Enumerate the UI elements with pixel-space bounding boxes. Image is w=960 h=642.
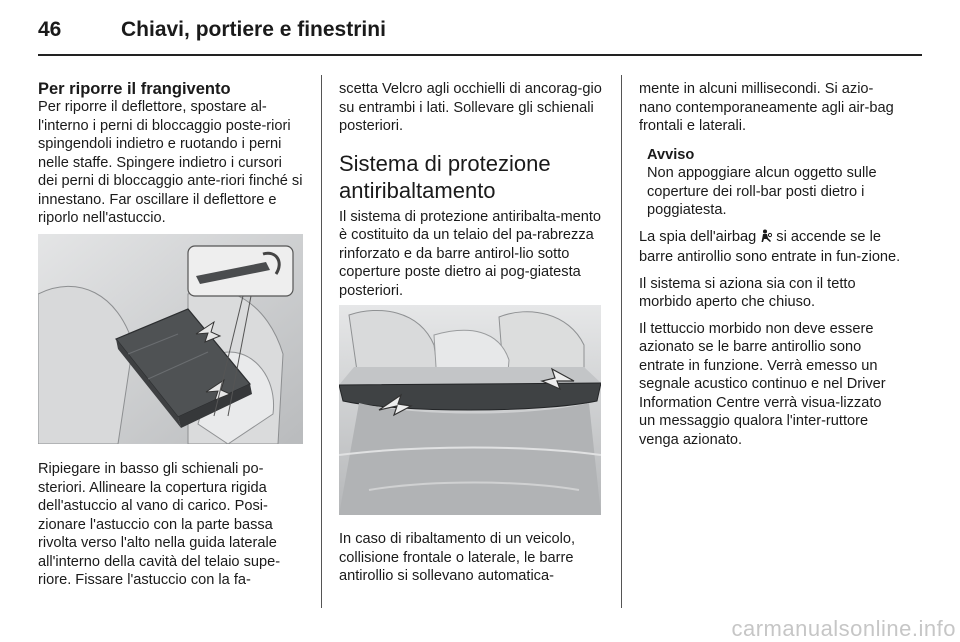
notice-title: Avviso bbox=[647, 146, 695, 163]
airbag-light-text-after: si accende se le barre antirollio sono entrate in fun-zione. bbox=[639, 228, 901, 265]
rollbar-covers-illustration bbox=[339, 305, 601, 515]
watermark: carmanualsonline.info bbox=[731, 616, 956, 641]
notice-box bbox=[647, 146, 901, 220]
chapter-title: Chiavi, portiere e finestrini bbox=[121, 18, 386, 41]
paragraph-stow-instructions: Per riporre il deflettore, spostare al-l'interno i perni di bloccaggio poste-riori spingendoli indietro e ruotando i perni nelle staffe. Spingere indietro i cursori dei perni di bloccaggio ante-riori finché si innestano. Far oscillare il deflettore e riporlo nell'astuccio. bbox=[38, 99, 303, 226]
page-header bbox=[38, 14, 922, 56]
paragraph-velcro: scetta Velcro agli occhielli di ancorag-gio su entrambi i lati. Sollevare gli schienali posteriori. bbox=[339, 81, 602, 134]
paragraph-soft-top: Il sistema si aziona sia con il tetto morbido aperto che chiuso. bbox=[639, 275, 856, 310]
column-left-lower bbox=[38, 460, 304, 590]
column-right bbox=[639, 80, 901, 449]
paragraph-soft-top-warning: Il tettuccio morbido non deve essere azionato se le barre antirollio sono entrate in funzione. Verrà emesso un segnale acustico continuo e nel Driver Information Centre verrà visua-lizzato un messaggio qualora l'inter-ruttore venga azionato. bbox=[639, 320, 886, 448]
airbag-warning-icon bbox=[760, 229, 772, 249]
paragraph-activation: mente in alcuni millisecondi. Si azio-nano contemporaneamente agli air-bag frontali e laterali. bbox=[639, 81, 894, 134]
column-divider bbox=[321, 75, 322, 608]
section-heading-windscreen: Per riporre il frangivento bbox=[38, 80, 231, 98]
column-divider bbox=[621, 75, 622, 608]
paragraph-airbag-light bbox=[639, 228, 901, 267]
header-divider bbox=[38, 54, 922, 56]
windscreen-storage-illustration bbox=[38, 234, 303, 444]
figure-windscreen-storage bbox=[38, 234, 303, 444]
figure-rollbar-covers bbox=[339, 305, 601, 515]
column-middle bbox=[339, 80, 604, 300]
notice-text: Non appoggiare alcun oggetto sulle coperture dei roll-bar posti dietro i poggiatesta. bbox=[647, 165, 877, 218]
section-heading-rollover: Sistema di protezione antiribaltamento bbox=[339, 150, 551, 203]
page-number: 46 bbox=[38, 18, 62, 41]
airbag-light-text-before: La spia dell'airbag bbox=[639, 228, 761, 245]
paragraph-fold-seats: Ripiegare in basso gli schienali po-steriori. Allineare la copertura rigida dell'astuccio al vano di carico. Posi-zionare l'astuccio con la parte bassa rivolta verso l'alto nella guida laterale all'interno della cavità del telaio supe-riore. Fissare l'astuccio con la fa- bbox=[38, 461, 281, 588]
column-left bbox=[38, 80, 304, 228]
column-middle-lower bbox=[339, 530, 604, 586]
paragraph-rollover-system: Il sistema di protezione antiribalta-mento è costituito da un telaio del pa-rabrezza rinforzato e da barre antirol-lio sotto coperture poste dietro ai pog-giatesta posteriori. bbox=[339, 208, 602, 299]
paragraph-rollover-trigger: In caso di ribaltamento di un veicolo, collisione frontale o laterale, le barre antirollio si sollevano automatica- bbox=[339, 531, 576, 584]
